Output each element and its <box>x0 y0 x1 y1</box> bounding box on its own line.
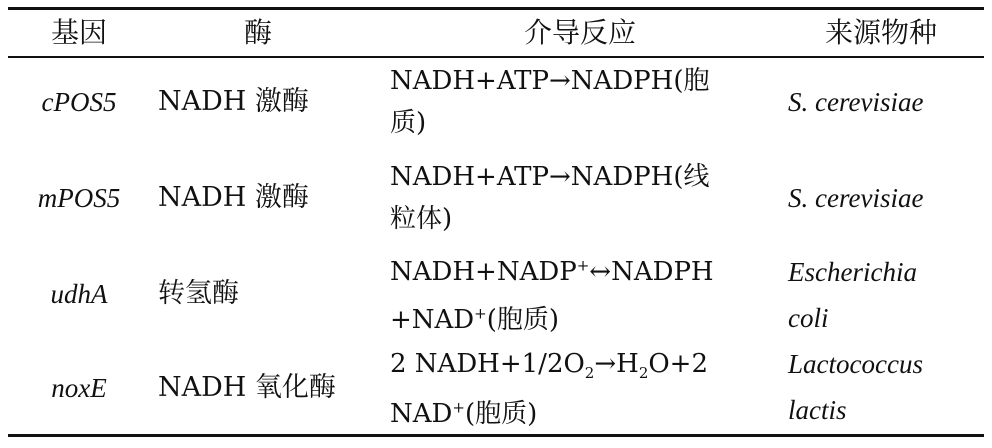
reaction-cell-line2: 质) <box>390 108 427 138</box>
reaction-cell-line1 <box>390 250 768 294</box>
enzyme-cell: 转氢酶 <box>158 278 239 309</box>
reaction-cell-line1: NADH+ATP→NADPH(线 <box>390 162 710 192</box>
reaction-text: +NAD <box>390 305 475 335</box>
gene-cell: udhA <box>50 279 108 309</box>
header-gene: 基因 <box>50 16 107 49</box>
subscript: 2 <box>584 364 595 383</box>
gene-cell: mPOS5 <box>37 183 121 213</box>
reaction-text: NADH+NADP <box>390 257 577 287</box>
source-cell-line2: lactis <box>788 395 847 425</box>
header-reaction: 介导反应 <box>523 16 636 49</box>
reaction-text: 2 NADH+1/2O <box>390 349 585 379</box>
subscript: 2 <box>638 364 649 383</box>
table-header-rule <box>8 56 984 58</box>
reaction-cell-line1: NADH+ATP→NADPH(胞 <box>390 66 710 96</box>
gene-cell: cPOS5 <box>41 87 117 117</box>
source-cell: S. cerevisiae <box>788 183 924 213</box>
gene-cell: noxE <box>51 373 107 403</box>
source-cell-line2: coli <box>788 303 829 333</box>
source-cell-line1: Lactococcus <box>788 349 923 379</box>
source-cell: S. cerevisiae <box>788 87 924 117</box>
reaction-cell-line1 <box>390 342 768 386</box>
reaction-text: (胞质) <box>486 305 560 335</box>
reaction-text: ↔NADPH <box>589 257 714 287</box>
reaction-cell-line2 <box>390 392 768 436</box>
reaction-cell-line2: 粒体) <box>390 204 453 234</box>
reaction-text: (胞质) <box>464 399 538 429</box>
enzyme-cell: NADH 激酶 <box>158 182 309 213</box>
reaction-text: O+2 <box>648 349 709 379</box>
reaction-text: NAD <box>390 399 453 429</box>
superscript: + <box>452 398 465 417</box>
header-enzyme: 酶 <box>243 16 272 49</box>
enzyme-cell: NADH 激酶 <box>158 86 309 117</box>
source-cell-line1: Escherichia <box>788 257 917 287</box>
superscript: + <box>576 256 590 275</box>
header-source: 来源物种 <box>824 16 937 49</box>
reaction-text: →H <box>594 349 639 379</box>
enzyme-cell: NADH 氧化酶 <box>158 372 336 403</box>
superscript: + <box>474 304 487 323</box>
reaction-cell-line2 <box>390 298 768 342</box>
